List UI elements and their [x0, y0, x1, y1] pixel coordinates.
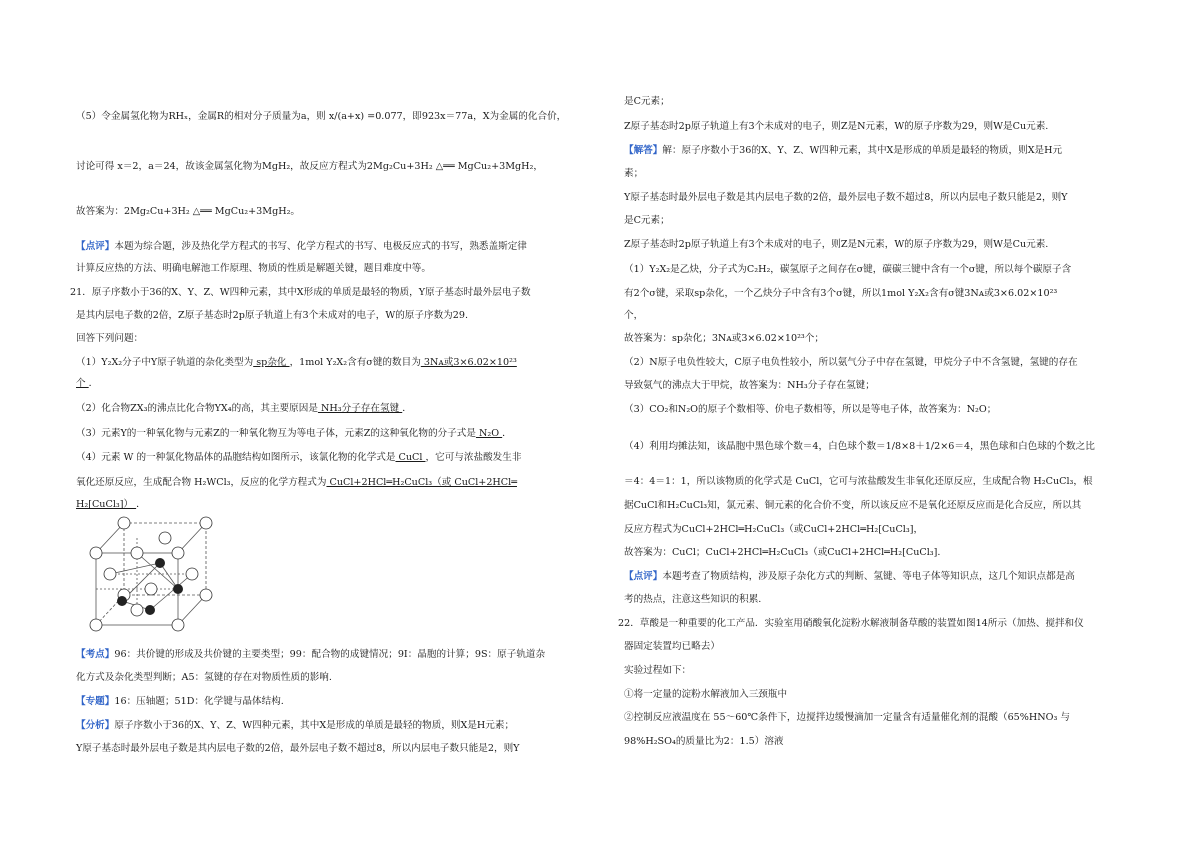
- r-line-20: 本题考查了物质结构，涉及原子杂化方式的判断、氢键、等电子体等知识点，这几个知识点都是高: [662, 571, 1075, 582]
- p5-line-2: 讨论可得 x＝2，a＝24，故该金属氢化物为MgH₂，故反应方程式为2Mg₂Cu+3H₂ △══ MgCu₂+3MgH₂，: [76, 161, 543, 172]
- r-line-14: （3）CO₂和N₂O的原子个数相等、价电子数相等，所以是等电子体，故答案为：N₂O；: [624, 404, 997, 415]
- q21-sub4-text: （4）元素 W 的一种氯化物晶体的晶胞结构如图所示，该氯化物的化学式是: [76, 452, 396, 463]
- q21-sub4-text-b: ，它可与浓盐酸发生非: [425, 452, 522, 463]
- fenxi-line-2: Y原子基态时最外层电子数是其内层电子数的2倍，最外层电子数不超过8，所以内层电子数只能是2，则Y: [76, 743, 520, 754]
- q21-sub4-line-1: [76, 451, 521, 465]
- q22-line-3: 实验过程如下：: [624, 665, 692, 676]
- q21-line-1: 21．原子序数小于36的X、Y、Z、W四种元素，其中X形成的单质是最轻的物质，Y原子基态时最外层电子数: [70, 287, 531, 298]
- kaodian-tag: 【考点】: [76, 649, 115, 660]
- q21-sub1-answer-1: sp杂化: [253, 357, 290, 368]
- r-line-8: （1）Y₂X₂是乙炔，分子式为C₂H₂，碳氢原子之间存在σ键，碳碳三键中含有一个σ键，所以每个碳原子含: [624, 264, 1072, 275]
- r-line-17: 据CuCl和H₂CuCl₃知，氯元素、铜元素的化合价不变，所以该反应不是氧化还原反应而是化合反应，所以其: [624, 500, 1082, 511]
- q22-line-4: ①将一定量的淀粉水解液加入三颈瓶中: [624, 689, 788, 700]
- q21-sub4-text-2: 氧化还原反应，生成配合物 H₂WCl₃，反应的化学方程式为: [76, 477, 327, 488]
- q21-line-2: 是其内层电子数的2倍，Z原子基态时2p原子轨道上有3个未成对的电子，W的原子序数为29.: [76, 310, 469, 321]
- kaodian-text-1: 96：共价键的形成及共价键的主要类型；99：配合物的成键情况；9I：晶胞的计算；9S：原子轨道杂: [114, 649, 546, 660]
- kaodian-line-1: [76, 648, 545, 662]
- r-line-12: （2）N原子电负性较大，C原子电负性较小，所以氨气分子中存在氢键，甲烷分子中不含氢键，氢键的存在: [624, 357, 1078, 368]
- q21-sub2-answer: NH₃分子存在氢键: [317, 403, 403, 414]
- jieda-tag: 【解答】: [624, 145, 663, 156]
- r-line-1: 是C元素；: [624, 96, 670, 107]
- q21-sub1-answer-3: 个: [76, 378, 89, 389]
- q21-sub4-answer: CuCl: [395, 452, 426, 463]
- crystal-cell-diagram: [82, 515, 222, 640]
- r-line-10: 个，: [624, 310, 644, 321]
- r-line-6: 是C元素；: [624, 215, 670, 226]
- fenxi-tag: 【分析】: [76, 720, 115, 731]
- r-line-2: Z原子基态时2p原子轨道上有3个未成对的电子，则Z是N元素，W的原子序数为29，则W是Cu元素.: [624, 121, 1049, 132]
- r-line-13: 导致氨气的沸点大于甲烷，故答案为：NH₃分子存在氢键；: [624, 380, 875, 391]
- q21-sub4-line-3: H₂[CuCl₃]） ．: [76, 499, 146, 510]
- fenxi-line-1: [76, 719, 514, 733]
- comment-line-2: 计算反应热的方法、明确电解池工作原理、物质的性质是解题关键，题目难度中等。: [76, 263, 431, 274]
- q21-sub1-line-1: [76, 356, 517, 370]
- fenxi-text-1: 原子序数小于36的X、Y、Z、W四种元素，其中X是形成的单质是最轻的物质，则X是H元素；: [114, 720, 515, 731]
- r-line-4: 素；: [624, 168, 644, 179]
- q21-sub1-line-2: 个 ．: [76, 378, 99, 389]
- q21-sub4-answer-2: CuCl+2HCl═H₂CuCl₃（或 CuCl+2HCl═: [326, 477, 517, 488]
- q21-sub3: （3）元素Y的一种氧化物与元素Z的一种氧化物互为等电子体，元素Z的这种氧化物的分子式是 N₂O ．: [76, 428, 512, 439]
- p5-line-1: （5）令金属氢化物为RHₓ，金属R的相对分子质量为a，则 x/(a+x) =0.077，即923x＝77a，X为金属的化合价，: [76, 111, 567, 122]
- r-line-7: Z原子基态时2p原子轨道上有3个未成对的电子，则Z是N元素，W的原子序数为29，则W是Cu元素.: [624, 239, 1049, 250]
- q21-sub4-answer-3: H₂[CuCl₃]）: [76, 499, 137, 510]
- q22-line-1: 22．草酸是一种重要的化工产品．实验室用硝酸氧化淀粉水解液制备草酸的装置如图14所示（加热、搅拌和仪: [618, 618, 1084, 629]
- q21-sub4-line-2: [76, 476, 517, 490]
- r-line-5: Y原子基态时最外层电子数是其内层电子数的2倍，最外层电子数不超过8，所以内层电子数只能是2，则Y: [624, 192, 1068, 203]
- r-line-9: 有2个σ键，采取sp杂化，一个乙炔分子中含有3个σ键，所以1mol Y₂X₂含有σ键3Nᴀ或3×6.02×10²³: [624, 288, 1058, 299]
- q22-line-6: 98%H₂SO₄的质量比为2：1.5）溶液: [624, 736, 784, 747]
- q21-sub2: （2）化合物ZX₃的沸点比化合物YX₄的高，其主要原因是 NH₃分子存在氢键 ．: [76, 403, 412, 414]
- comment-line-1: [76, 240, 527, 254]
- zhuanti-line: [76, 695, 284, 709]
- r-line-16: ＝4：4＝1：1，所以该物质的化学式是 CuCl，它可与浓盐酸发生非氧化还原反应，生成配合物 H₂CuCl₃，根: [624, 476, 1093, 487]
- r-line-18: 反应方程式为CuCl+2HCl═H₂CuCl₃（或CuCl+2HCl═H₂[CuCl₃]，: [624, 524, 924, 535]
- r-line-3: 解：原子序数小于36的X、Y、Z、W四种元素，其中X是形成的单质是最轻的物质，则X是H元: [662, 145, 1063, 156]
- dianping-line: [624, 570, 1075, 584]
- q21-sub2-text: （2）化合物ZX₃的沸点比化合物YX₄的高，其主要原因是: [76, 403, 318, 414]
- r-line-19: 故答案为：CuCl；CuCl+2HCl═H₂CuCl₃（或CuCl+2HCl═H₂[CuCl₃].: [624, 547, 941, 558]
- p5-line-3: 故答案为：2Mg₂Cu+3H₂ △══ MgCu₂+3MgH₂。: [76, 206, 301, 217]
- q22-line-5: ②控制反应液温度在 55～60℃条件下，边搅拌边缓慢滴加一定量含有适量催化剂的混酸（65%HNO₃ 与: [624, 712, 1071, 723]
- zhuanti-text: 16：压轴题；51D：化学键与晶体结构.: [114, 696, 284, 707]
- kaodian-line-2: 化方式及杂化类型判断；A5：氢键的存在对物质性质的影响.: [76, 672, 332, 683]
- q21-sub1-text-b: ，1mol Y₂X₂含有σ键的数目为: [289, 357, 421, 368]
- jieda-line: [624, 144, 1062, 158]
- r-line-15: （4）利用均摊法知，该晶胞中黑色球个数＝4，白色球个数＝1/8×8＋1/2×6＝4，黑色球和白色球的个数之比: [624, 441, 1095, 452]
- q22-line-2: 器固定装置均已略去）: [624, 641, 720, 652]
- r-line-21: 考的热点，注意这些知识的积累.: [624, 594, 762, 605]
- q21-sub1-text: （1）Y₂X₂分子中Y原子轨道的杂化类型为: [76, 357, 254, 368]
- comment-text-1: 本题为综合题，涉及热化学方程式的书写、化学方程式的书写、电极反应式的书写，熟悉盖斯定律: [114, 241, 527, 252]
- q21-line-3: 回答下列问题：: [76, 333, 144, 344]
- comment-tag: 【点评】: [76, 241, 115, 252]
- zhuanti-tag: 【专题】: [76, 696, 115, 707]
- q21-sub1-answer-2: 3Nᴀ或3×6.02×10²³: [420, 357, 517, 368]
- q21-sub3-text: （3）元素Y的一种氧化物与元素Z的一种氧化物互为等电子体，元素Z的这种氧化物的分子式是: [76, 428, 476, 439]
- dianping-tag: 【点评】: [624, 571, 663, 582]
- r-line-11: 故答案为：sp杂化；3Nᴀ或3×6.02×10²³个；: [624, 333, 824, 344]
- q21-sub3-answer: N₂O: [475, 428, 503, 439]
